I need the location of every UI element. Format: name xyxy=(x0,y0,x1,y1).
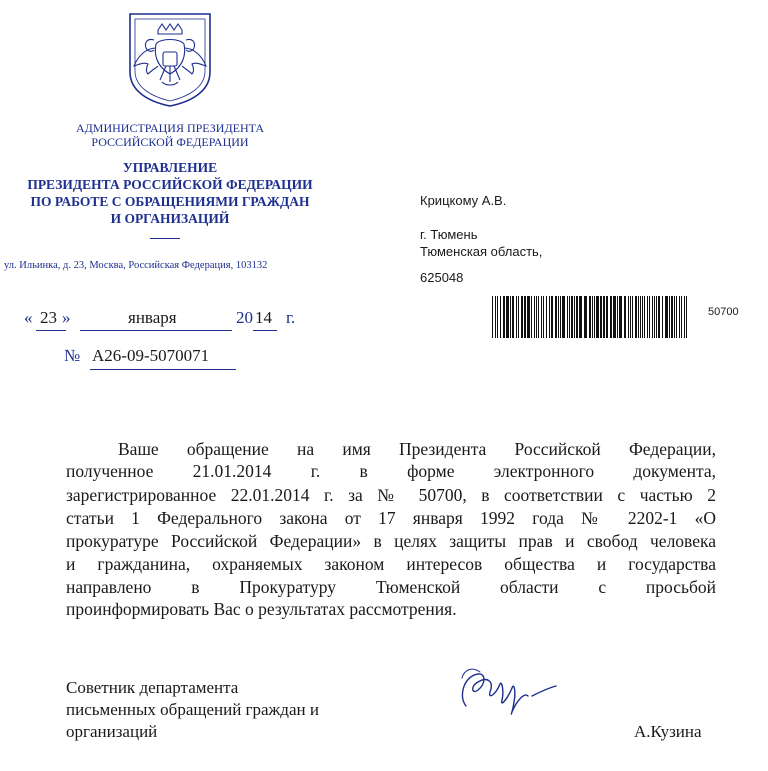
recipient-postcode: 625048 xyxy=(420,270,464,285)
date-open-quote: « xyxy=(24,308,33,327)
body-line-1: Ваше обращение на имя Президента Российской Федерации, xyxy=(118,439,716,459)
date-month: января xyxy=(128,308,177,327)
signer-name: А.Кузина xyxy=(634,722,702,741)
barcode-bar xyxy=(676,296,677,338)
dept-title-line-1: УПРАВЛЕНИЕ xyxy=(122,160,218,175)
barcode xyxy=(490,296,690,338)
barcode-bar xyxy=(669,296,670,338)
barcode-bar xyxy=(549,296,550,338)
body-line-2: полученное 21.01.2014 г. в форме электронного документа, xyxy=(66,461,716,481)
barcode-bar xyxy=(592,296,593,338)
barcode-bar xyxy=(647,296,648,338)
barcode-bar xyxy=(589,296,591,338)
barcode-bar xyxy=(674,296,675,338)
barcode-bar xyxy=(662,296,663,338)
body-line-6: и гражданина, охраняемых законом интересов общества и государства xyxy=(66,554,716,574)
barcode-bar xyxy=(558,296,559,338)
barcode-bar xyxy=(610,296,612,338)
barcode-bar xyxy=(654,296,655,338)
registration-underline xyxy=(90,369,236,370)
signature-scribble-icon xyxy=(452,662,562,722)
barcode-bar xyxy=(536,296,537,338)
barcode-bar xyxy=(531,296,532,338)
barcode-bar xyxy=(546,296,547,338)
barcode-number: 50700 xyxy=(708,306,739,318)
dept-title-line-3: ПО РАБОТЕ С ОБРАЩЕНИЯМИ ГРАЖДАН xyxy=(30,194,310,209)
registration-number-sign: № xyxy=(64,346,81,365)
dept-title-line-4: И ОРГАНИЗАЦИЙ xyxy=(110,211,230,226)
barcode-bar xyxy=(518,296,519,338)
barcode-bar xyxy=(681,296,682,338)
barcode-bar xyxy=(656,296,657,338)
barcode-bar xyxy=(551,296,553,338)
date-year-abbr: г. xyxy=(286,308,296,327)
barcode-bar xyxy=(527,296,530,338)
barcode-bar xyxy=(640,296,641,338)
date-month-underline xyxy=(80,330,232,331)
barcode-bar xyxy=(617,296,618,338)
barcode-bar xyxy=(652,296,653,338)
barcode-bar xyxy=(510,296,511,338)
barcode-bar xyxy=(606,296,608,338)
barcode-bar xyxy=(628,296,629,338)
barcode-bar xyxy=(630,296,631,338)
barcode-bar xyxy=(632,296,633,338)
barcode-bar xyxy=(686,296,687,338)
body-line-7: направлено в Прокуратуру Тюменской области с просьбой xyxy=(66,577,716,597)
barcode-bar xyxy=(567,296,568,338)
barcode-bar xyxy=(543,296,544,338)
barcode-bar xyxy=(638,296,639,338)
barcode-bar xyxy=(658,296,660,338)
barcode-bar xyxy=(524,296,526,338)
barcode-bar xyxy=(521,296,523,338)
barcode-bar xyxy=(534,296,535,338)
admin-title-line-2: РОССИЙСКОЙ ФЕДЕРАЦИИ xyxy=(91,135,249,149)
date-day-underline xyxy=(36,330,66,331)
barcode-bar xyxy=(503,296,505,338)
date-year-underline xyxy=(253,330,277,331)
recipient-name: Крицкому А.В. xyxy=(420,193,507,208)
barcode-bar xyxy=(500,296,501,338)
body-line-3: зарегистрированное 22.01.2014 г. за № 50700, в соответствии с частью 2 xyxy=(66,485,716,505)
barcode-bar xyxy=(497,296,498,338)
barcode-bar xyxy=(600,296,602,338)
barcode-bar xyxy=(574,296,575,338)
barcode-bar xyxy=(642,296,643,338)
barcode-bar xyxy=(613,296,616,338)
sender-address: ул. Ильинка, д. 23, Москва, Российская Федерация, 103132 xyxy=(4,260,268,271)
barcode-bar xyxy=(560,296,561,338)
barcode-bar xyxy=(512,296,514,338)
barcode-bar xyxy=(506,296,509,338)
signer-title-line-1: Советник департамента xyxy=(66,678,239,697)
barcode-bar xyxy=(624,296,626,338)
barcode-bar xyxy=(538,296,539,338)
barcode-bar xyxy=(576,296,578,338)
signer-title-line-2: письменных обращений граждан и xyxy=(66,700,319,719)
barcode-bar xyxy=(495,296,496,338)
date-close-quote: » xyxy=(62,308,71,327)
barcode-bar xyxy=(671,296,673,338)
signer-title-line-3: организаций xyxy=(66,722,158,741)
admin-title-line-1: АДМИНИСТРАЦИЯ ПРЕЗИДЕНТА xyxy=(75,121,265,135)
barcode-bar xyxy=(594,296,595,338)
barcode-bar xyxy=(562,296,565,338)
date-day: 23 xyxy=(40,308,57,327)
barcode-bar xyxy=(665,296,668,338)
barcode-bar xyxy=(541,296,542,338)
date-year-prefix: 20 xyxy=(236,308,253,327)
date-year-suffix: 14 xyxy=(255,308,272,327)
recipient-city: г. Тюмень xyxy=(420,227,478,242)
recipient-region: Тюменская область, xyxy=(420,244,543,259)
barcode-bar xyxy=(679,296,680,338)
barcode-bar xyxy=(619,296,622,338)
barcode-bar xyxy=(596,296,599,338)
body-line-5: прокуратуре Российской Федерации» в целях защиты прав и свобод человека xyxy=(66,531,716,551)
barcode-bar xyxy=(555,296,557,338)
barcode-bar xyxy=(516,296,517,338)
barcode-bar xyxy=(492,296,493,338)
barcode-bar xyxy=(649,296,650,338)
barcode-bar xyxy=(635,296,637,338)
dept-title-line-2: ПРЕЗИДЕНТА РОССИЙСКОЙ ФЕДЕРАЦИИ xyxy=(27,177,313,192)
barcode-bar xyxy=(603,296,605,338)
double-headed-eagle-icon xyxy=(124,10,216,108)
registration-number: А26-09-5070071 xyxy=(92,346,210,365)
barcode-bar xyxy=(644,296,645,338)
barcode-bar xyxy=(584,296,587,338)
barcode-bar xyxy=(571,296,573,338)
barcode-bars xyxy=(490,296,690,338)
barcode-bar xyxy=(684,296,685,338)
barcode-bar xyxy=(579,296,582,338)
handwritten-signature xyxy=(452,662,562,722)
coat-of-arms-emblem xyxy=(124,10,216,108)
body-line-4: статьи 1 Федерального закона от 17 января 1992 года № 2202-1 «О xyxy=(66,508,716,528)
barcode-bar xyxy=(569,296,570,338)
dept-divider xyxy=(150,238,180,239)
body-line-8: проинформировать Вас о результатах рассмотрения. xyxy=(66,599,457,619)
